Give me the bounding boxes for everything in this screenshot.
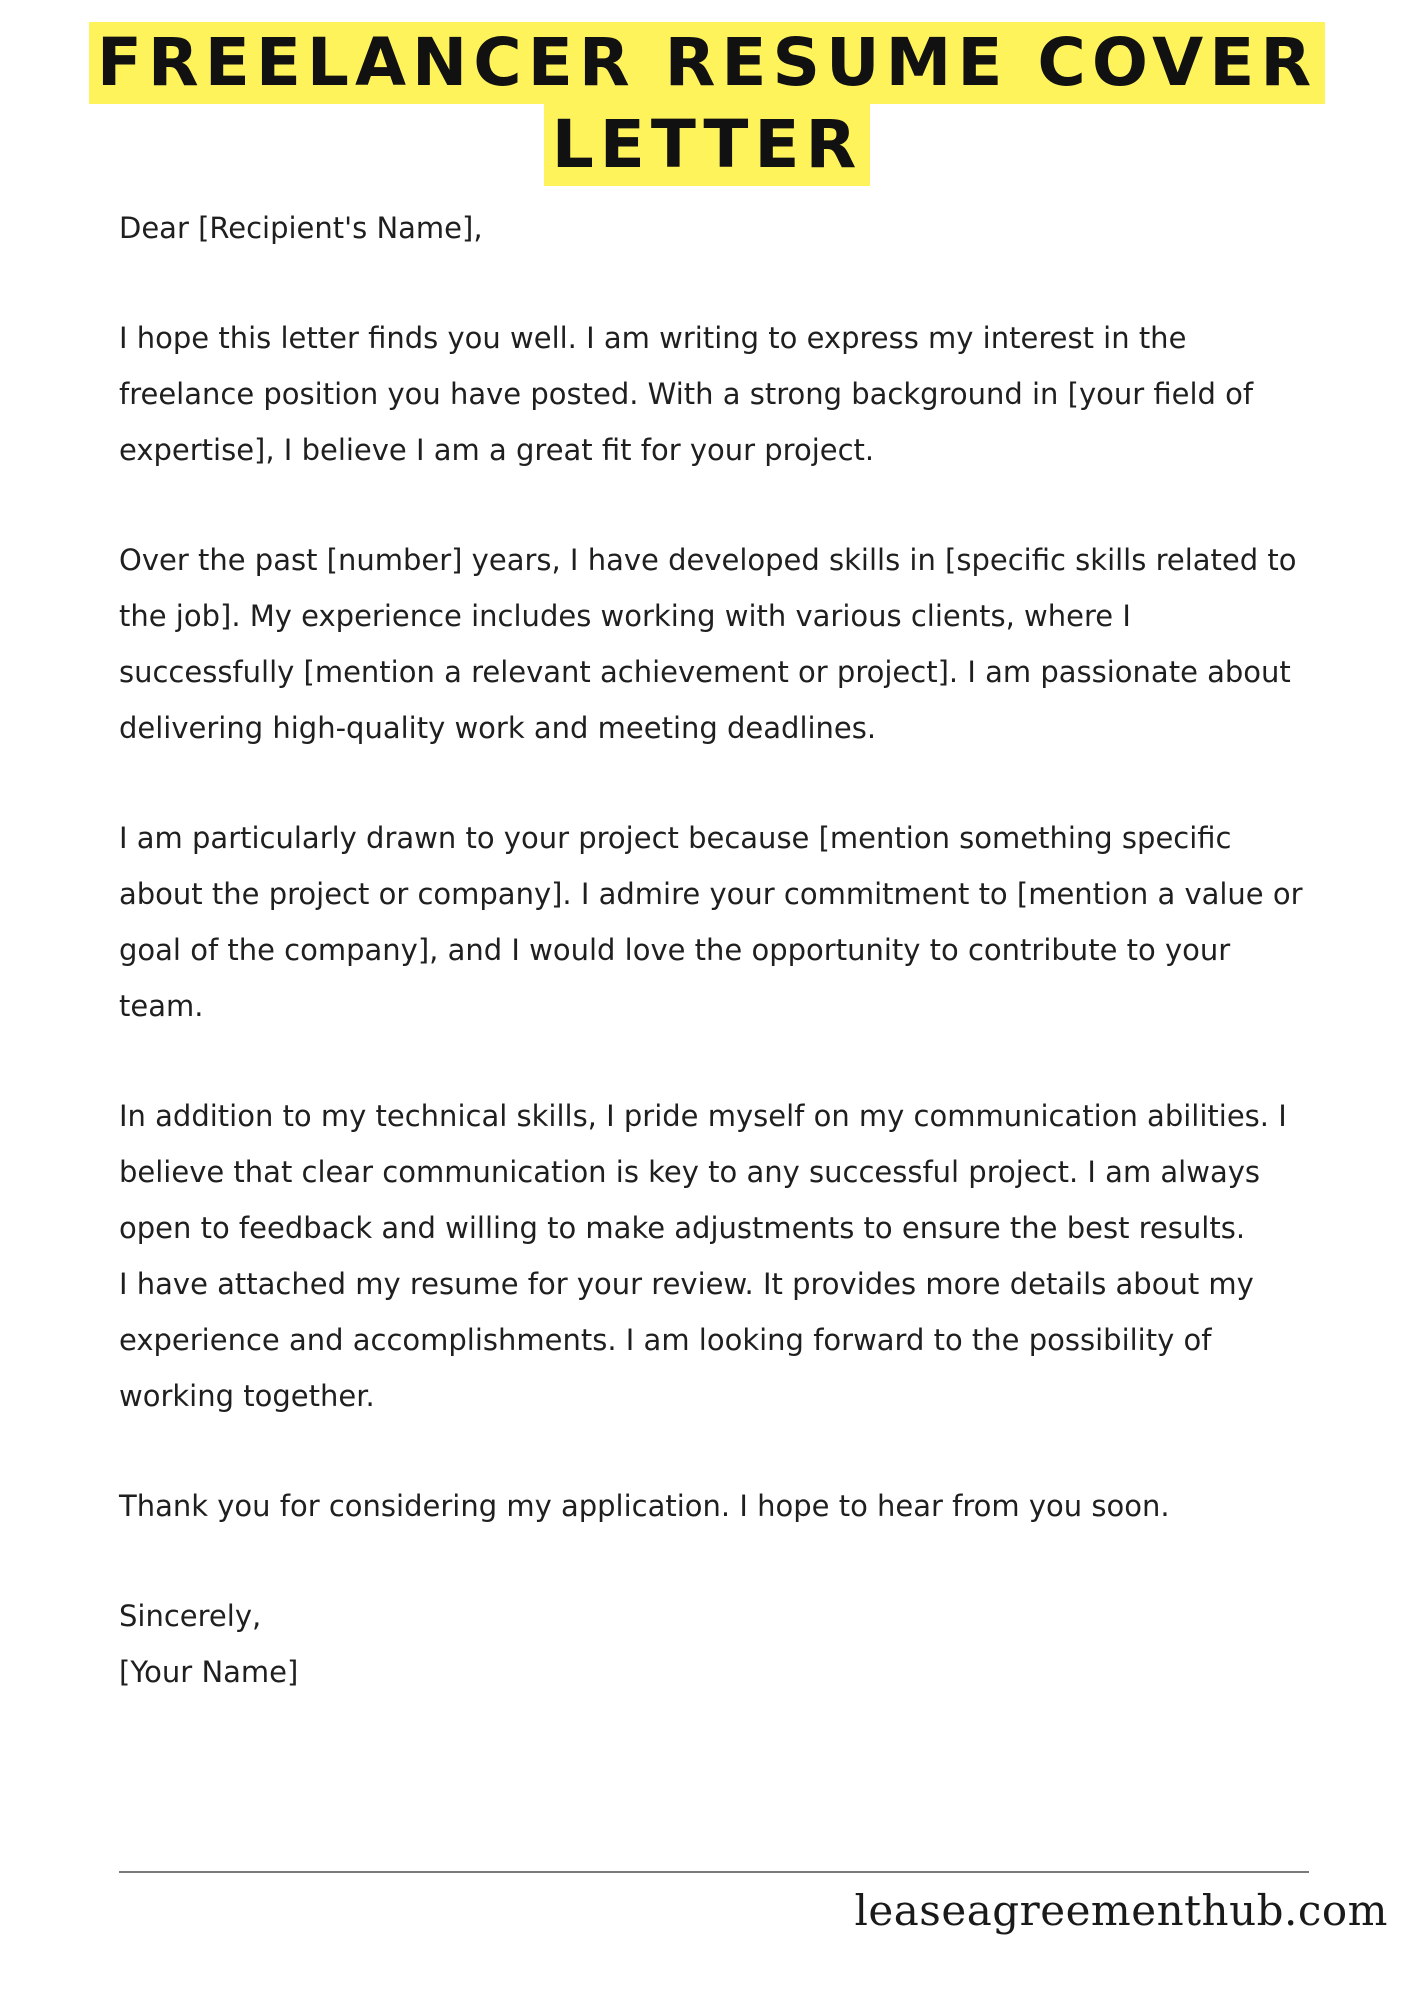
footer-divider xyxy=(119,1871,1309,1873)
title-line-1: FREELANCER RESUME COVER xyxy=(89,22,1325,104)
paragraph-communication: In addition to my technical skills, I pride myself on my communication abilities. I believe that clear communication is key to any successful project. I am always open to feedback and willing to make adjustments to ensure the best results. xyxy=(119,1099,1287,1245)
paragraph-intro: I hope this letter finds you well. I am writing to express my interest in the freelance position you have posted. With a strong background in [your field of expertise], I believe I am a great fit for your project. xyxy=(119,321,1254,467)
paragraph-thanks: Thank you for considering my application. I hope to hear from you soon. xyxy=(119,1489,1170,1523)
footer-website: leaseagreementhub.com xyxy=(854,1886,1388,1935)
title-line-2: LETTER xyxy=(544,104,871,186)
signature: [Your Name] xyxy=(119,1655,299,1689)
closing: Sincerely, xyxy=(119,1599,262,1633)
letter-body xyxy=(119,200,1309,1700)
paragraph-experience: Over the past [number] years, I have developed skills in [specific skills related to the job]. My experience includes working with various clients, where I successfully [mention a relevant achievement or project]. I am passionate about delivering high-quality work and meeting deadlines. xyxy=(119,543,1297,745)
document-title xyxy=(0,22,1414,186)
paragraph-interest: I am particularly drawn to your project because [mention something specific about the project or company]. I admire your commitment to [mention a value or goal of the company], and I would love the opportunity to contribute to your team. xyxy=(119,821,1303,1023)
salutation: Dear [Recipient's Name], xyxy=(119,211,483,245)
paragraph-resume: I have attached my resume for your review. It provides more details about my experience and accomplishments. I am looking forward to the possibility of working together. xyxy=(119,1267,1254,1413)
